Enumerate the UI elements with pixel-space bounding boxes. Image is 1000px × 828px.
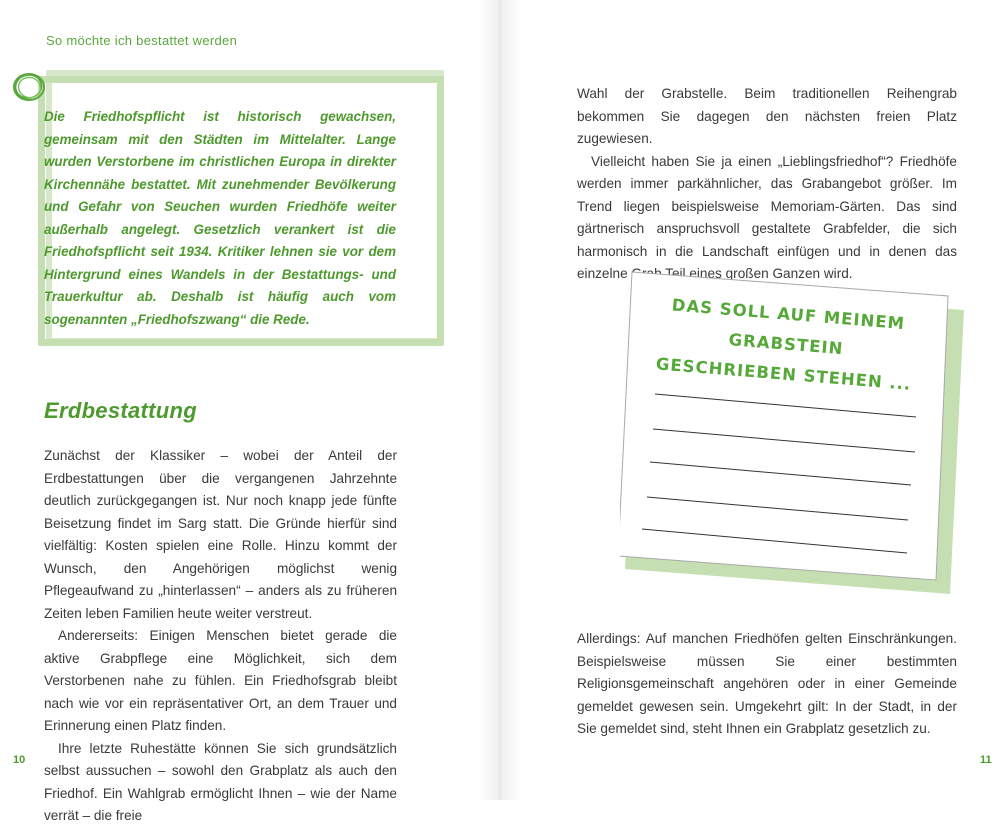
circle-scribble-icon [10,70,48,104]
running-title: So möchte ich bestattet werden [46,33,238,48]
paragraph: Vielleicht haben Sie ja einen „Lieblingsfriedhof“? Friedhöfe werden immer parkähnlicher, das Grabangebot größer. Im Trend liegen beispielsweise Memoriam-Gärten. Das sind gärtnerisch anspruchsvoll gestaltete Grabfelder, die sich harmonisch in die Landschaft einfügen und in denen das einzelne Grab Teil eines großen Ganzen wird. [577,153,957,281]
paragraph: Allerdings: Auf manchen Friedhöfen gelten Einschränkungen. Beispielsweise müssen Sie einer bestimmten Religionsgemeinschaft angehören oder in einer Gemeinde gemeldet gewesen sein. Umgekehrt gilt: In der Stadt, in der Sie gemeldet sind, steht Ihnen ein Grabplatz gesetzlich zu. [577,631,957,736]
info-box-text: Die Friedhofspflicht ist historisch gewachsen, gemeinsam mit den Städten im Mittelalter. Lange wurden Verstorbene im christlichen Europa in direkter Kirchennähe bestattet. Mit zunehmender Bevölkerung und Gefahr von Seuchen wurden Friedhöfe weiter außerhalb angelegt. Gesetzlich verankert ist die Friedhofspflicht seit 1934. Kritiker lehnen sie vor dem Hintergrund eines Wandels in der Bestattungs- und Trauerkultur ab. Deshalb ist häufig auch vom sogenannten „Friedhofszwang“ die Rede. [44,109,396,327]
section-heading: Erdbestattung [44,398,198,423]
right-body-text-top [577,83,957,286]
note-card-title-line1: DAS SOLL AUF MEINEM GRABSTEIN [671,295,906,359]
paragraph: Ihre letzte Ruhestätte können Sie sich grundsätzlich selbst aussuchen – sowohl den Grabplatz als auch den Friedhof. Ein Wahlgrab ermöglicht Ihnen – wie der Name verrät – die freie [44,740,397,823]
paragraph: Wahl der Grabstelle. Beim traditionellen Reihengrab bekommen Sie dagegen den nächsten freien Platz zugewiesen. [577,86,957,146]
page-number-left: 10 [13,754,26,766]
note-card-title-line2: GESCHRIEBEN STEHEN ... [655,354,912,394]
paragraph: Zunächst der Klassiker – wobei der Anteil der Erdbestattungen über die vergangenen Jahrzehnte deutlich zurückgegangen ist. Nur noch knapp jede fünfte Beisetzung findet im Sarg statt. Die Gründe hierfür sind vielfältig: Kosten spielen eine Rolle. Hinzu kommt der Wunsch, den Angehörigen möglichst wenig Pflegeaufwand zu „hinterlassen“ – anders als zu früheren Zeiten leben Familien heute weiter verstreut. [44,448,397,621]
paragraph: Andererseits: Einigen Menschen bietet gerade die aktive Grabpflege eine Möglichkeit, sich dem Verstorbenen nahe zu fühlen. Ein Friedhofsgrab bleibt nach wie vor ein repräsentativer Ort, an dem Trauer und Erinnerung einen Platz finden. [44,628,397,733]
page-number-right: 11 [980,754,992,766]
right-body-text-bottom [577,628,957,741]
left-body-text [44,445,397,828]
book-gutter [478,0,522,800]
